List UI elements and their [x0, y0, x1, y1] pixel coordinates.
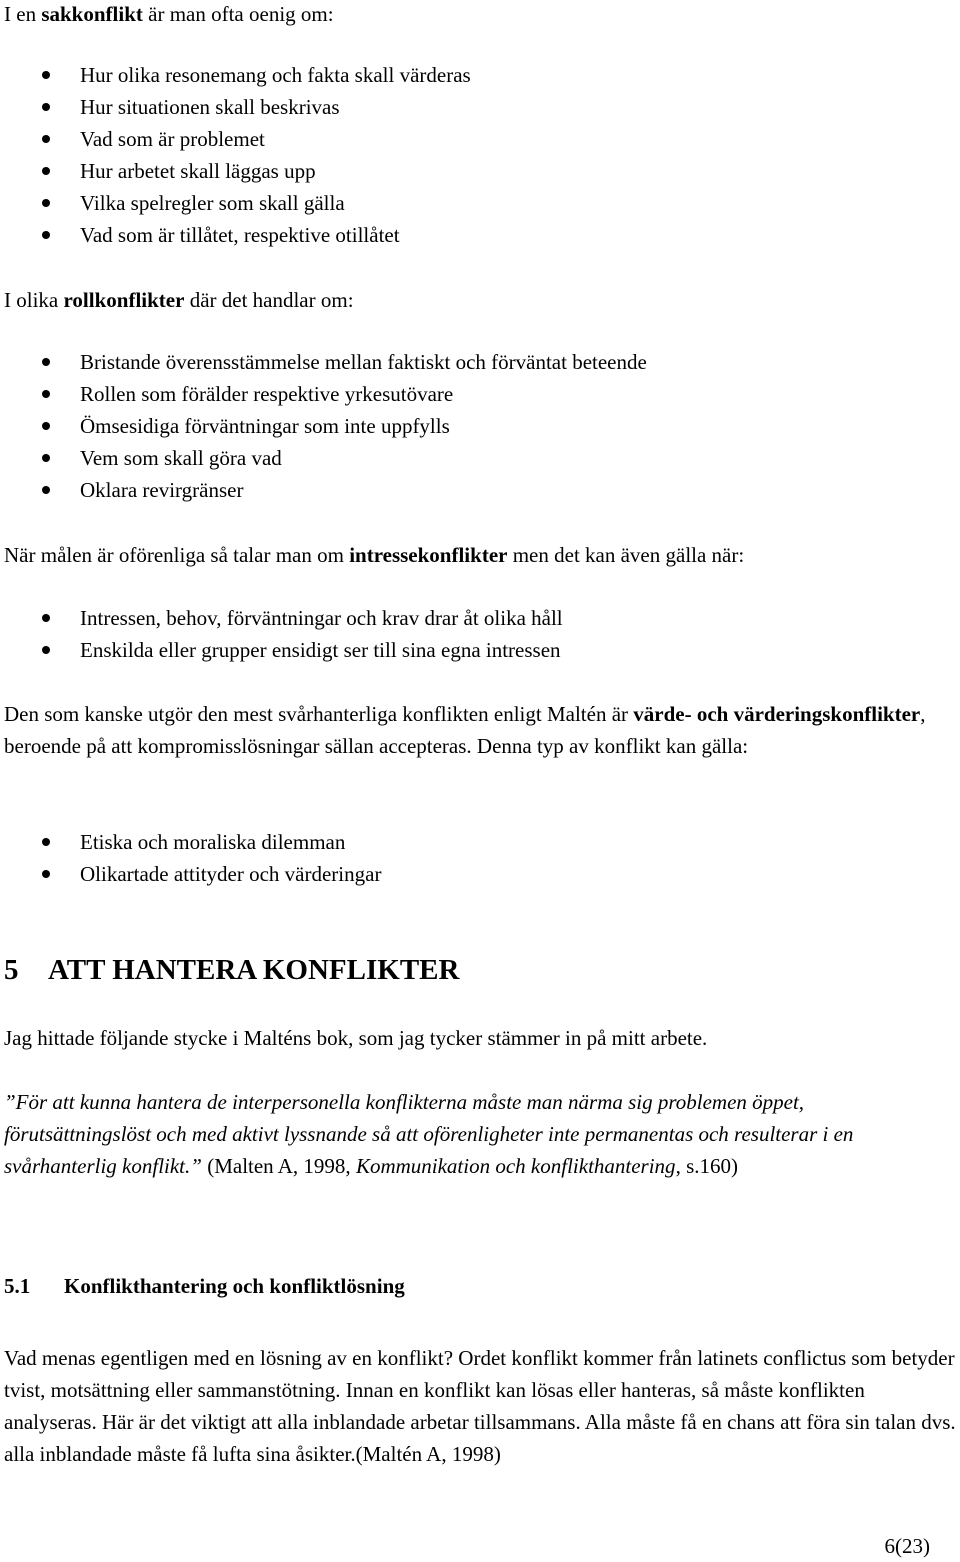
- list-item: Rollen som förälder respektive yrkesutövare: [0, 378, 647, 410]
- list-item: Vilka spelregler som skall gälla: [0, 187, 471, 219]
- list-item: Oklara revirgränser: [0, 474, 647, 506]
- quote-block: ”För att kunna hantera de interpersonella konflikterna måste man närma sig problemen öppet, förutsättningslöst och med aktivt lyssnande så att oförenligheter inte permanentas och resulterar i en svårhanterlig konflikt.” (Malten A, 1998, Kommunikation och konflikthantering, s.160): [4, 1090, 854, 1178]
- list-item: Hur arbetet skall läggas upp: [0, 155, 471, 187]
- list-item: Etiska och moraliska dilemman: [0, 826, 381, 858]
- list-item: Enskilda eller grupper ensidigt ser till sina egna intressen: [0, 634, 563, 666]
- bullet-icon: [42, 358, 50, 366]
- term-vardekonflikter: värde- och värderingskonflikter: [633, 702, 921, 726]
- quote-text: ”För att kunna hantera de interpersonella konflikterna måste man närma sig problemen öppet, förutsättningslöst och med aktivt lyssnande så att oförenligheter inte permanentas och resulterar i en svårhanterlig konflikt.”: [4, 1090, 854, 1178]
- bullet-icon: [42, 71, 50, 79]
- bullet-icon: [42, 103, 50, 111]
- book-title: Kommunikation och konflikthantering: [355, 1154, 676, 1178]
- section-heading-5: 5 ATT HANTERA KONFLIKTER: [4, 954, 460, 986]
- sakkonflikt-intro: I en sakkonflikt är man ofta oenig om:: [4, 2, 334, 26]
- bullet-icon: [42, 486, 50, 494]
- intressekonflikter-intro: När målen är oförenliga så talar man om intressekonflikter men det kan även gälla när:: [4, 543, 745, 567]
- bullet-icon: [42, 422, 50, 430]
- list-item: Vem som skall göra vad: [0, 442, 647, 474]
- sakkonflikt-list: [0, 59, 471, 251]
- list-item: Vad som är tillåtet, respektive otillåtet: [0, 219, 471, 251]
- bullet-icon: [42, 199, 50, 207]
- vardekonflikter-list: [0, 826, 381, 890]
- bullet-icon: [42, 870, 50, 878]
- term-sakkonflikt: sakkonflikt: [41, 2, 143, 26]
- list-item: Ömsesidiga förväntningar som inte uppfylls: [0, 410, 647, 442]
- bullet-icon: [42, 614, 50, 622]
- term-intressekonflikter: intressekonflikter: [349, 543, 508, 567]
- bullet-icon: [42, 135, 50, 143]
- section-5-1-body: Vad menas egentligen med en lösning av en konflikt? Ordet konflikt kommer från latinets conflictus som betyder tvist, motsättning eller sammanstötning. Innan en konflikt kan lösas eller hanteras, så måste konflikten analyseras. Här är det viktigt att alla inblandade arbetar tillsammans. Alla måste få en chans att föra sin talan dvs. alla inblandade måste få lufta sina åsikter.(Maltén A, 1998): [4, 1346, 956, 1466]
- list-item: Olikartade attityder och värderingar: [0, 858, 381, 890]
- bullet-icon: [42, 390, 50, 398]
- bullet-icon: [42, 167, 50, 175]
- bullet-icon: [42, 646, 50, 654]
- list-item: Vad som är problemet: [0, 123, 471, 155]
- page-number: 6(23): [884, 1534, 930, 1558]
- list-item: Hur olika resonemang och fakta skall värderas: [0, 59, 471, 91]
- bullet-icon: [42, 838, 50, 846]
- section-heading-5-1: 5.1 Konflikthantering och konfliktlösning: [4, 1274, 405, 1298]
- list-item: Bristande överensstämmelse mellan faktiskt och förväntat beteende: [0, 346, 647, 378]
- section-5-intro: Jag hittade följande stycke i Malténs bok, som jag tycker stämmer in på mitt arbete.: [4, 1026, 708, 1050]
- bullet-icon: [42, 231, 50, 239]
- list-item: Intressen, behov, förväntningar och krav drar åt olika håll: [0, 602, 563, 634]
- list-item: Hur situationen skall beskrivas: [0, 91, 471, 123]
- bullet-icon: [42, 454, 50, 462]
- vardekonflikter-intro: Den som kanske utgör den mest svårhanterliga konflikten enligt Maltén är värde- och värderingskonflikter, beroende på att kompromisslösningar sällan accepteras. Denna typ av konflikt kan gälla:: [4, 702, 926, 758]
- rollkonflikter-intro: I olika rollkonflikter där det handlar om:: [4, 288, 354, 312]
- rollkonflikter-list: [0, 346, 647, 506]
- term-rollkonflikter: rollkonflikter: [63, 288, 185, 312]
- intressekonflikter-list: [0, 602, 563, 666]
